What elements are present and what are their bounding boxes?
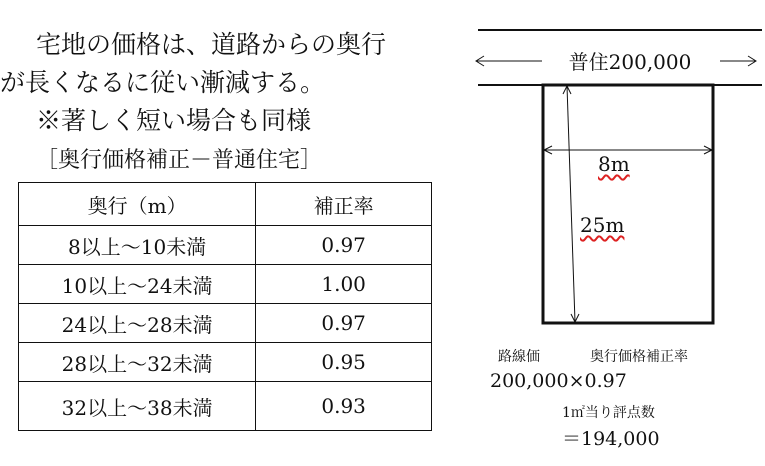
intro-text — [0, 26, 450, 140]
lot-diagram — [470, 0, 765, 466]
calculation-text: 200,000×0.97 — [490, 370, 627, 392]
intro-line-3: ※著しく短い場合も同様 — [36, 106, 312, 135]
rate-cell: 0.97 — [256, 226, 432, 265]
table-header-row — [19, 183, 432, 226]
result-text: ＝194,000 — [562, 428, 660, 450]
table-row — [19, 304, 432, 343]
table-row — [19, 226, 432, 265]
depth-range-cell: 8以上～10未満 — [19, 226, 256, 265]
road-label: 普住200,000 — [550, 46, 710, 75]
rate-cell: 0.95 — [256, 343, 432, 382]
header-rate: 補正率 — [256, 183, 432, 226]
table-row — [19, 343, 432, 382]
table-caption: ［奥行価格補正－普通住宅］ — [36, 148, 323, 173]
depth-label: 25m — [580, 213, 625, 237]
depth-range-cell: 10以上～24未満 — [19, 265, 256, 304]
depth-range-cell: 24以上～28未満 — [19, 304, 256, 343]
table-row — [19, 265, 432, 304]
rosenka-label: 路線価 — [498, 349, 540, 365]
depth-range-cell: 28以上～32未満 — [19, 343, 256, 382]
header-depth: 奥行（m） — [19, 183, 256, 226]
per-sqm-label: 1㎡当り評点数 — [562, 405, 655, 421]
depth-range-cell: 32以上～38未満 — [19, 382, 256, 431]
rate-cell: 1.00 — [256, 265, 432, 304]
depth-correction-label: 奥行価格補正率 — [590, 349, 688, 365]
intro-line-1: 宅地の価格は、道路からの奥行 — [36, 30, 387, 59]
intro-line-2: が長くなるに従い漸減する。 — [0, 68, 326, 97]
depth-correction-table — [18, 182, 432, 431]
depth-dimension-line — [567, 86, 575, 322]
table-row — [19, 382, 432, 431]
rate-cell: 0.97 — [256, 304, 432, 343]
width-label: 8m — [598, 152, 630, 176]
rate-cell: 0.93 — [256, 382, 432, 431]
